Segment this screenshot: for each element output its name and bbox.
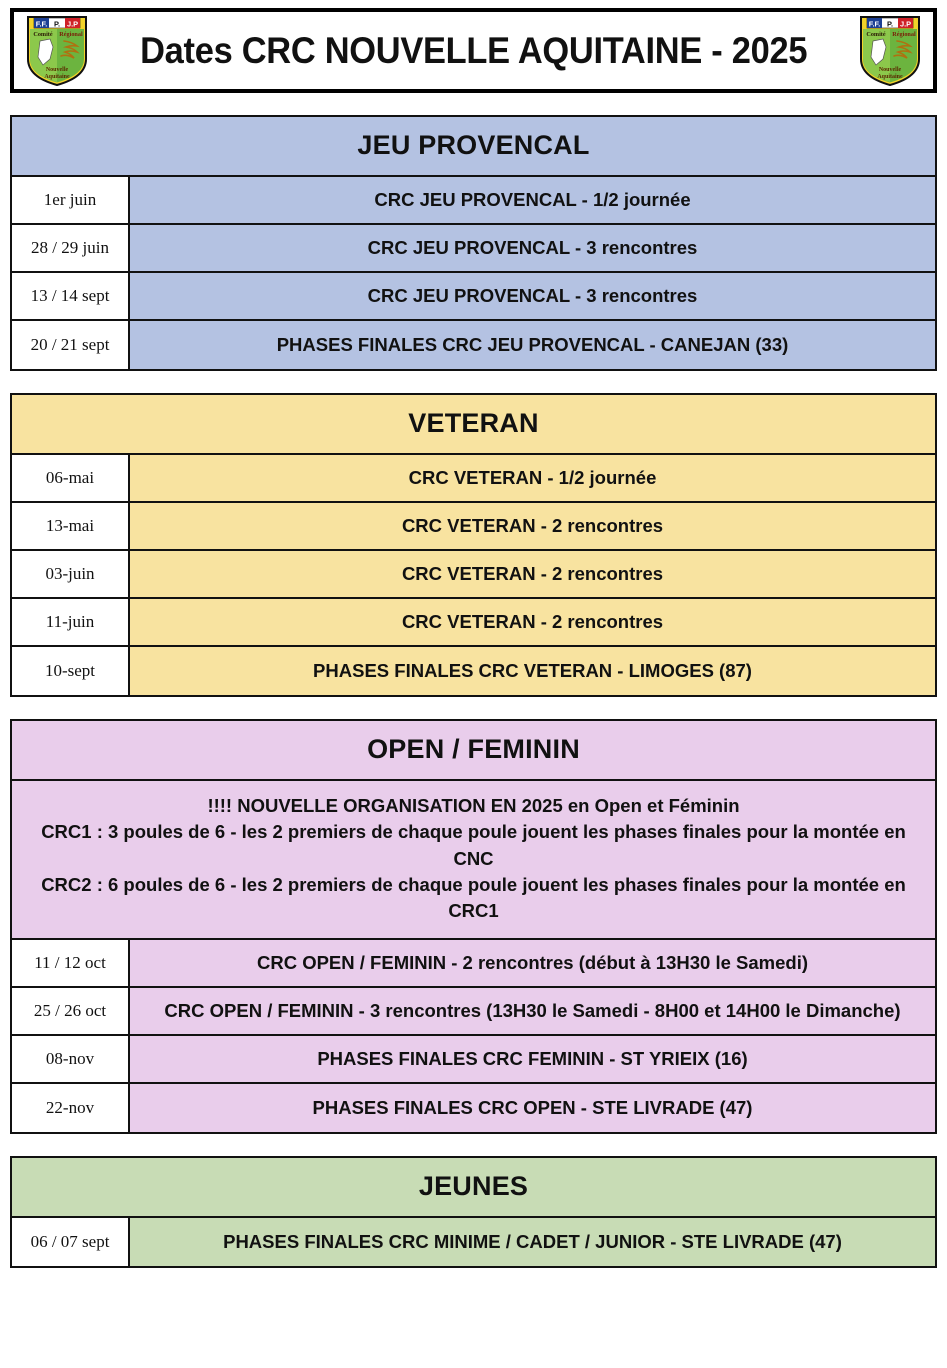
section-title-veteran: VETERAN	[12, 395, 935, 455]
date-cell: 28 / 29 juin	[12, 225, 130, 271]
date-cell: 10-sept	[12, 647, 130, 695]
section-title-jeu-provencal: JEU PROVENCAL	[12, 117, 935, 177]
table-row	[12, 1218, 935, 1266]
date-cell: 1er juin	[12, 177, 130, 223]
svg-text:Comité: Comité	[33, 30, 53, 38]
event-cell: PHASES FINALES CRC JEU PROVENCAL - CANEJAN (33)	[130, 321, 935, 369]
section-jeunes	[10, 1156, 937, 1268]
svg-text:F.F.: F.F.	[35, 18, 48, 28]
notice-line: !!!! NOUVELLE ORGANISATION EN 2025 en Open et Féminin	[207, 795, 740, 816]
event-cell: PHASES FINALES CRC OPEN - STE LIVRADE (47)	[130, 1084, 935, 1132]
section-open-feminin	[10, 719, 937, 1134]
svg-text:Nouvelle: Nouvelle	[878, 66, 902, 73]
event-cell: PHASES FINALES CRC MINIME / CADET / JUNIOR - STE LIVRADE (47)	[130, 1218, 935, 1266]
table-row	[12, 1084, 935, 1132]
sections-container	[0, 115, 947, 1268]
event-cell: CRC OPEN / FEMININ - 3 rencontres (13H30 le Samedi - 8H00 et 14H00 le Dimanche)	[130, 988, 935, 1034]
section-veteran	[10, 393, 937, 697]
spacer	[0, 93, 947, 115]
table-row	[12, 1036, 935, 1084]
svg-text:Nouvelle: Nouvelle	[45, 66, 69, 73]
date-cell: 06 / 07 sept	[12, 1218, 130, 1266]
section-title-jeunes: JEUNES	[12, 1158, 935, 1218]
event-cell: CRC JEU PROVENCAL - 3 rencontres	[130, 273, 935, 319]
svg-text:J.P: J.P	[66, 18, 79, 28]
ffpjp-logo-right-icon	[859, 15, 921, 87]
date-cell: 20 / 21 sept	[12, 321, 130, 369]
date-cell: 22-nov	[12, 1084, 130, 1132]
table-row	[12, 177, 935, 225]
table-row	[12, 321, 935, 369]
date-cell: 13-mai	[12, 503, 130, 549]
svg-text:P.: P.	[53, 18, 61, 28]
event-cell: CRC VETERAN - 1/2 journée	[130, 455, 935, 501]
event-cell: CRC VETERAN - 2 rencontres	[130, 503, 935, 549]
table-row	[12, 455, 935, 503]
event-cell: CRC OPEN / FEMININ - 2 rencontres (début à 13H30 le Samedi)	[130, 940, 935, 986]
section-notice-open-feminin	[12, 781, 935, 940]
event-cell: PHASES FINALES CRC VETERAN - LIMOGES (87)	[130, 647, 935, 695]
table-row	[12, 988, 935, 1036]
table-row	[12, 225, 935, 273]
page-title: Dates CRC NOUVELLE AQUITAINE - 2025	[139, 29, 808, 71]
spacer	[0, 697, 947, 719]
date-cell: 25 / 26 oct	[12, 988, 130, 1034]
table-row	[12, 940, 935, 988]
section-title-open-feminin: OPEN / FEMININ	[12, 721, 935, 781]
event-cell: CRC VETERAN - 2 rencontres	[130, 551, 935, 597]
date-cell: 13 / 14 sept	[12, 273, 130, 319]
table-row	[12, 551, 935, 599]
section-jeu-provencal	[10, 115, 937, 371]
event-cell: CRC VETERAN - 2 rencontres	[130, 599, 935, 645]
poster-header	[10, 8, 937, 93]
svg-text:Régional: Régional	[59, 30, 83, 38]
svg-text:F.F.: F.F.	[868, 18, 881, 28]
svg-text:Aquitaine: Aquitaine	[877, 73, 903, 80]
svg-text:P.: P.	[886, 18, 894, 28]
date-cell: 11 / 12 oct	[12, 940, 130, 986]
event-cell: CRC JEU PROVENCAL - 1/2 journée	[130, 177, 935, 223]
spacer	[0, 1134, 947, 1156]
svg-text:J.P: J.P	[899, 18, 912, 28]
ffpjp-logo-left-icon	[26, 15, 88, 87]
svg-text:Comité: Comité	[866, 30, 886, 38]
spacer	[0, 371, 947, 393]
event-cell: PHASES FINALES CRC FEMININ - ST YRIEIX (16)	[130, 1036, 935, 1082]
date-cell: 08-nov	[12, 1036, 130, 1082]
notice-line: CRC1 : 3 poules de 6 - les 2 premiers de chaque poule jouent les phases finales pour la montée en CNC	[41, 821, 906, 869]
table-row	[12, 599, 935, 647]
schedule-poster	[0, 8, 947, 1368]
date-cell: 06-mai	[12, 455, 130, 501]
date-cell: 11-juin	[12, 599, 130, 645]
event-cell: CRC JEU PROVENCAL - 3 rencontres	[130, 225, 935, 271]
table-row	[12, 503, 935, 551]
notice-line: CRC2 : 6 poules de 6 - les 2 premiers de chaque poule jouent les phases finales pour la montée en CRC1	[41, 873, 906, 922]
table-row	[12, 273, 935, 321]
date-cell: 03-juin	[12, 551, 130, 597]
svg-text:Régional: Régional	[892, 30, 916, 38]
svg-text:Aquitaine: Aquitaine	[44, 73, 70, 80]
table-row	[12, 647, 935, 695]
